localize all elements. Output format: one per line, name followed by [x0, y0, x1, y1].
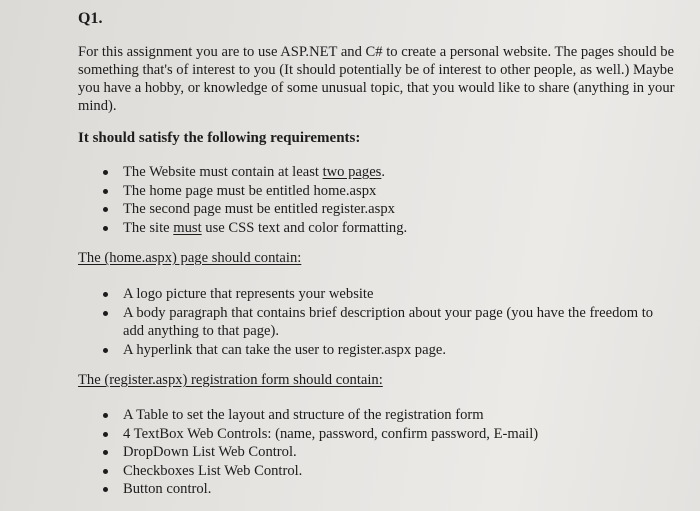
- intro-paragraph: For this assignment you are to use ASP.NET and C# to create a personal website. The pages should be something that's of interest to you (It should potentially be of interest to other people, as well.) Maybe you have a hobby, or knowledge of some unusual topic, that you would like to share (anything in your mind).: [78, 44, 675, 114]
- list-item: A hyperlink that can take the user to register.aspx page.: [103, 341, 673, 360]
- list-item: The Website must contain at least two pages.: [103, 163, 663, 182]
- question-label: Q1.: [78, 10, 103, 27]
- list-item: Button control.: [103, 480, 673, 499]
- emphasis-underline: two pages: [322, 164, 382, 180]
- requirements-heading: It should satisfy the following requirements:: [78, 130, 361, 146]
- list-item: The second page must be entitled register.aspx: [103, 200, 663, 219]
- list-item: DropDown List Web Control.: [103, 443, 673, 462]
- list-item: Checkboxes List Web Control.: [103, 462, 673, 481]
- home-section-heading: The (home.aspx) page should contain:: [78, 250, 302, 266]
- list-item: A body paragraph that contains brief description about your page (you have the freedom to add anything to that page).: [103, 304, 673, 341]
- list-item: A Table to set the layout and structure of the registration form: [103, 406, 673, 425]
- requirements-list: [103, 163, 663, 237]
- list-item: The site must use CSS text and color formatting.: [103, 219, 663, 238]
- register-requirements-list: [103, 406, 673, 499]
- list-item: The home page must be entitled home.aspx: [103, 182, 663, 201]
- register-section-heading: The (register.aspx) registration form should contain:: [78, 372, 383, 388]
- home-requirements-list: [103, 285, 673, 359]
- list-item: 4 TextBox Web Controls: (name, password, confirm password, E-mail): [103, 425, 673, 444]
- emphasis-underline: must: [173, 219, 202, 236]
- list-item: A logo picture that represents your website: [103, 285, 673, 304]
